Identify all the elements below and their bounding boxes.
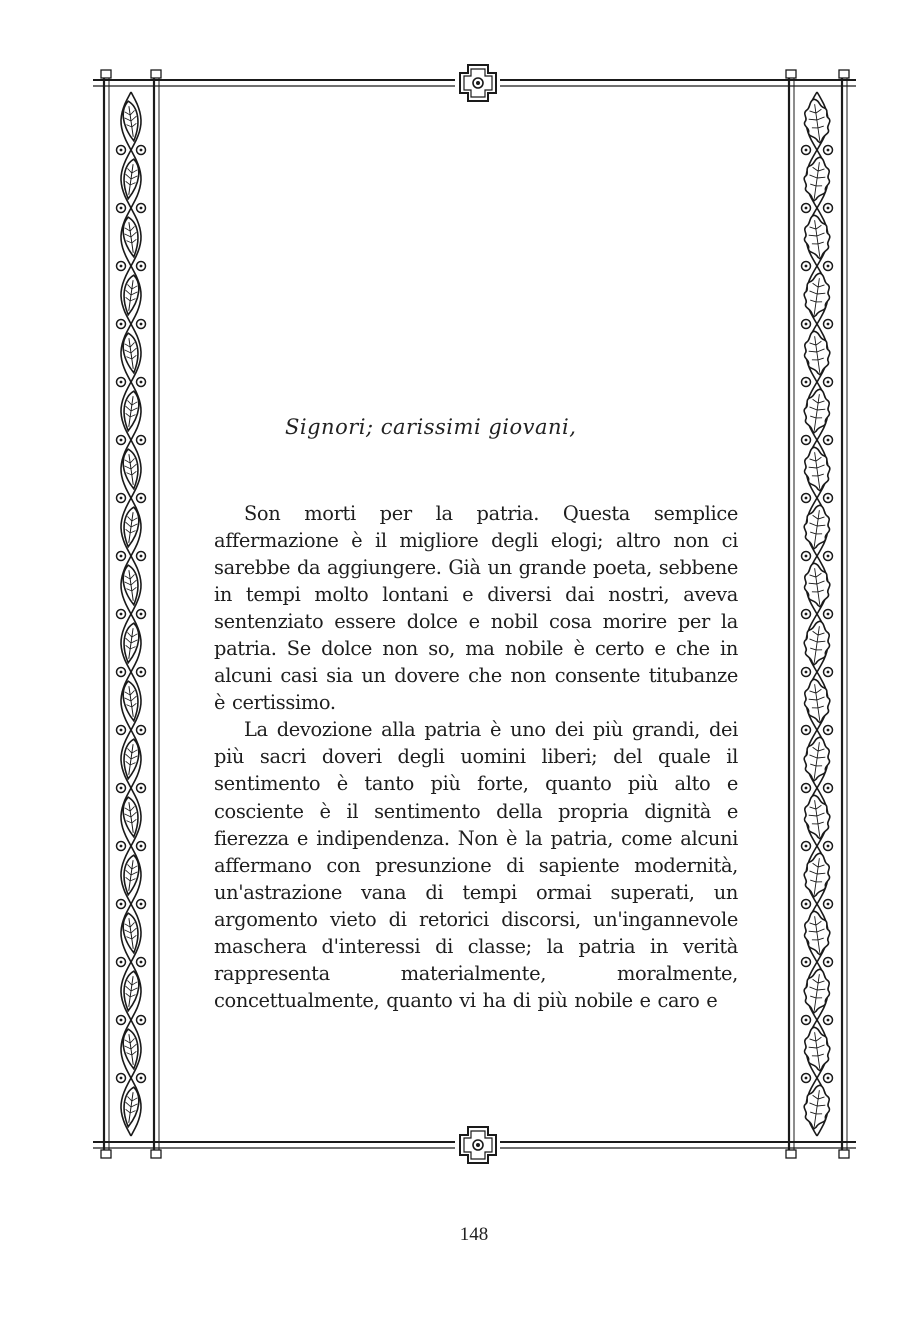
- leaf-ornament: [801, 677, 832, 724]
- leaf-ornament: [801, 503, 832, 550]
- berry-ornament: [137, 1016, 146, 1025]
- berry-ornament: [137, 552, 146, 561]
- berry-ornament: [824, 494, 833, 503]
- berry-ornament: [137, 784, 146, 793]
- berry-ornament: [117, 146, 126, 155]
- berry-ornament: [802, 610, 811, 619]
- berry-ornament: [117, 784, 126, 793]
- berry-ornament: [802, 900, 811, 909]
- leaf-ornament: [801, 967, 832, 1014]
- paragraph: Son morti per la patria. Questa semplice affermazione è il migliore degli elogi; altro non ci sarebbe da aggiungere. Già un grande poeta, sebbene in tempi molto lontani e diversi dai nostri, aveva sentenziato essere dolce e nobil cosa morire per la patria. Se dolce non so, ma nobile è certo e che in alcuni casi sia un dovere che non consente titubanze è certissimo.: [214, 502, 738, 715]
- berry-ornament: [137, 494, 146, 503]
- berry-ornament: [137, 668, 146, 677]
- berry-ornament: [824, 436, 833, 445]
- berry-ornament: [117, 726, 126, 735]
- leaf-ornament: [801, 271, 832, 318]
- berry-ornament: [117, 494, 126, 503]
- berry-ornament: [117, 900, 126, 909]
- berry-ornament: [137, 610, 146, 619]
- leaf-ornament: [801, 329, 832, 376]
- berry-ornament: [802, 668, 811, 677]
- berry-ornament: [117, 842, 126, 851]
- berry-ornament: [802, 1074, 811, 1083]
- berry-ornament: [137, 146, 146, 155]
- berry-ornament: [802, 320, 811, 329]
- berry-ornament: [824, 900, 833, 909]
- leaf-ornament: [801, 387, 832, 434]
- berry-ornament: [802, 146, 811, 155]
- berry-ornament: [137, 958, 146, 967]
- top-medallion: [460, 65, 496, 101]
- leaf-ornament: [801, 1025, 832, 1072]
- berry-ornament: [137, 1074, 146, 1083]
- berry-ornament: [824, 378, 833, 387]
- berry-ornament: [802, 958, 811, 967]
- body-text: [214, 500, 738, 1014]
- berry-ornament: [802, 552, 811, 561]
- berry-ornament: [802, 842, 811, 851]
- berry-ornament: [824, 784, 833, 793]
- berry-ornament: [117, 1016, 126, 1025]
- leaf-ornament: [801, 1083, 832, 1130]
- berry-ornament: [802, 262, 811, 271]
- berry-ornament: [824, 262, 833, 271]
- berry-ornament: [117, 378, 126, 387]
- berry-ornament: [117, 436, 126, 445]
- berry-ornament: [137, 378, 146, 387]
- leaf-ornament: [801, 213, 832, 260]
- left-vine-ornament: [117, 92, 146, 1136]
- paragraph: La devozione alla patria è uno dei più grandi, dei più sacri doveri degli uomini liberi; del quale il sentimento è tanto più forte, quanto più alto e cosciente è il sentimento della propria dignità e fierezza e indipendenza. Non è la patria, come alcuni affermano con presunzione di sapiente modernità, un'astrazione vana di tempi ormai superati, un argomento vieto di retorici discorsi, un'ingannevole maschera d'interessi di classe; la patria in verità rappresenta materialmente, moralmente, concettualmente, quanto vi ha di più nobile e caro e: [214, 718, 738, 1012]
- berry-ornament: [137, 320, 146, 329]
- berry-ornament: [117, 552, 126, 561]
- berry-ornament: [802, 204, 811, 213]
- berry-ornament: [117, 668, 126, 677]
- berry-ornament: [117, 1074, 126, 1083]
- leaf-ornament: [801, 909, 832, 956]
- berry-ornament: [824, 1074, 833, 1083]
- berry-ornament: [824, 958, 833, 967]
- berry-ornament: [802, 494, 811, 503]
- berry-ornament: [824, 204, 833, 213]
- berry-ornament: [137, 262, 146, 271]
- berry-ornament: [117, 320, 126, 329]
- berry-ornament: [117, 958, 126, 967]
- berry-ornament: [117, 204, 126, 213]
- berry-ornament: [824, 610, 833, 619]
- leaf-ornament: [801, 445, 832, 492]
- leaf-ornament: [801, 619, 832, 666]
- berry-ornament: [117, 610, 126, 619]
- berry-ornament: [802, 436, 811, 445]
- berry-ornament: [802, 1016, 811, 1025]
- berry-ornament: [117, 262, 126, 271]
- berry-ornament: [824, 668, 833, 677]
- berry-ornament: [824, 320, 833, 329]
- berry-ornament: [137, 900, 146, 909]
- page-number: 148: [459, 1224, 489, 1245]
- leaf-ornament: [801, 851, 832, 898]
- berry-ornament: [824, 552, 833, 561]
- berry-ornament: [137, 204, 146, 213]
- leaf-ornament: [801, 155, 832, 202]
- berry-ornament: [137, 842, 146, 851]
- berry-ornament: [137, 726, 146, 735]
- berry-ornament: [824, 842, 833, 851]
- berry-ornament: [137, 436, 146, 445]
- leaf-ornament: [801, 793, 832, 840]
- salutation: Signori; carissimi giovani,: [285, 415, 577, 439]
- berry-ornament: [802, 726, 811, 735]
- leaf-ornament: [801, 735, 832, 782]
- bottom-medallion: [460, 1127, 496, 1163]
- berry-ornament: [824, 146, 833, 155]
- leaf-ornament: [801, 561, 832, 608]
- berry-ornament: [824, 726, 833, 735]
- berry-ornament: [802, 784, 811, 793]
- right-vine-ornament: [801, 92, 832, 1136]
- berry-ornament: [802, 378, 811, 387]
- berry-ornament: [824, 1016, 833, 1025]
- leaf-ornament: [801, 97, 832, 144]
